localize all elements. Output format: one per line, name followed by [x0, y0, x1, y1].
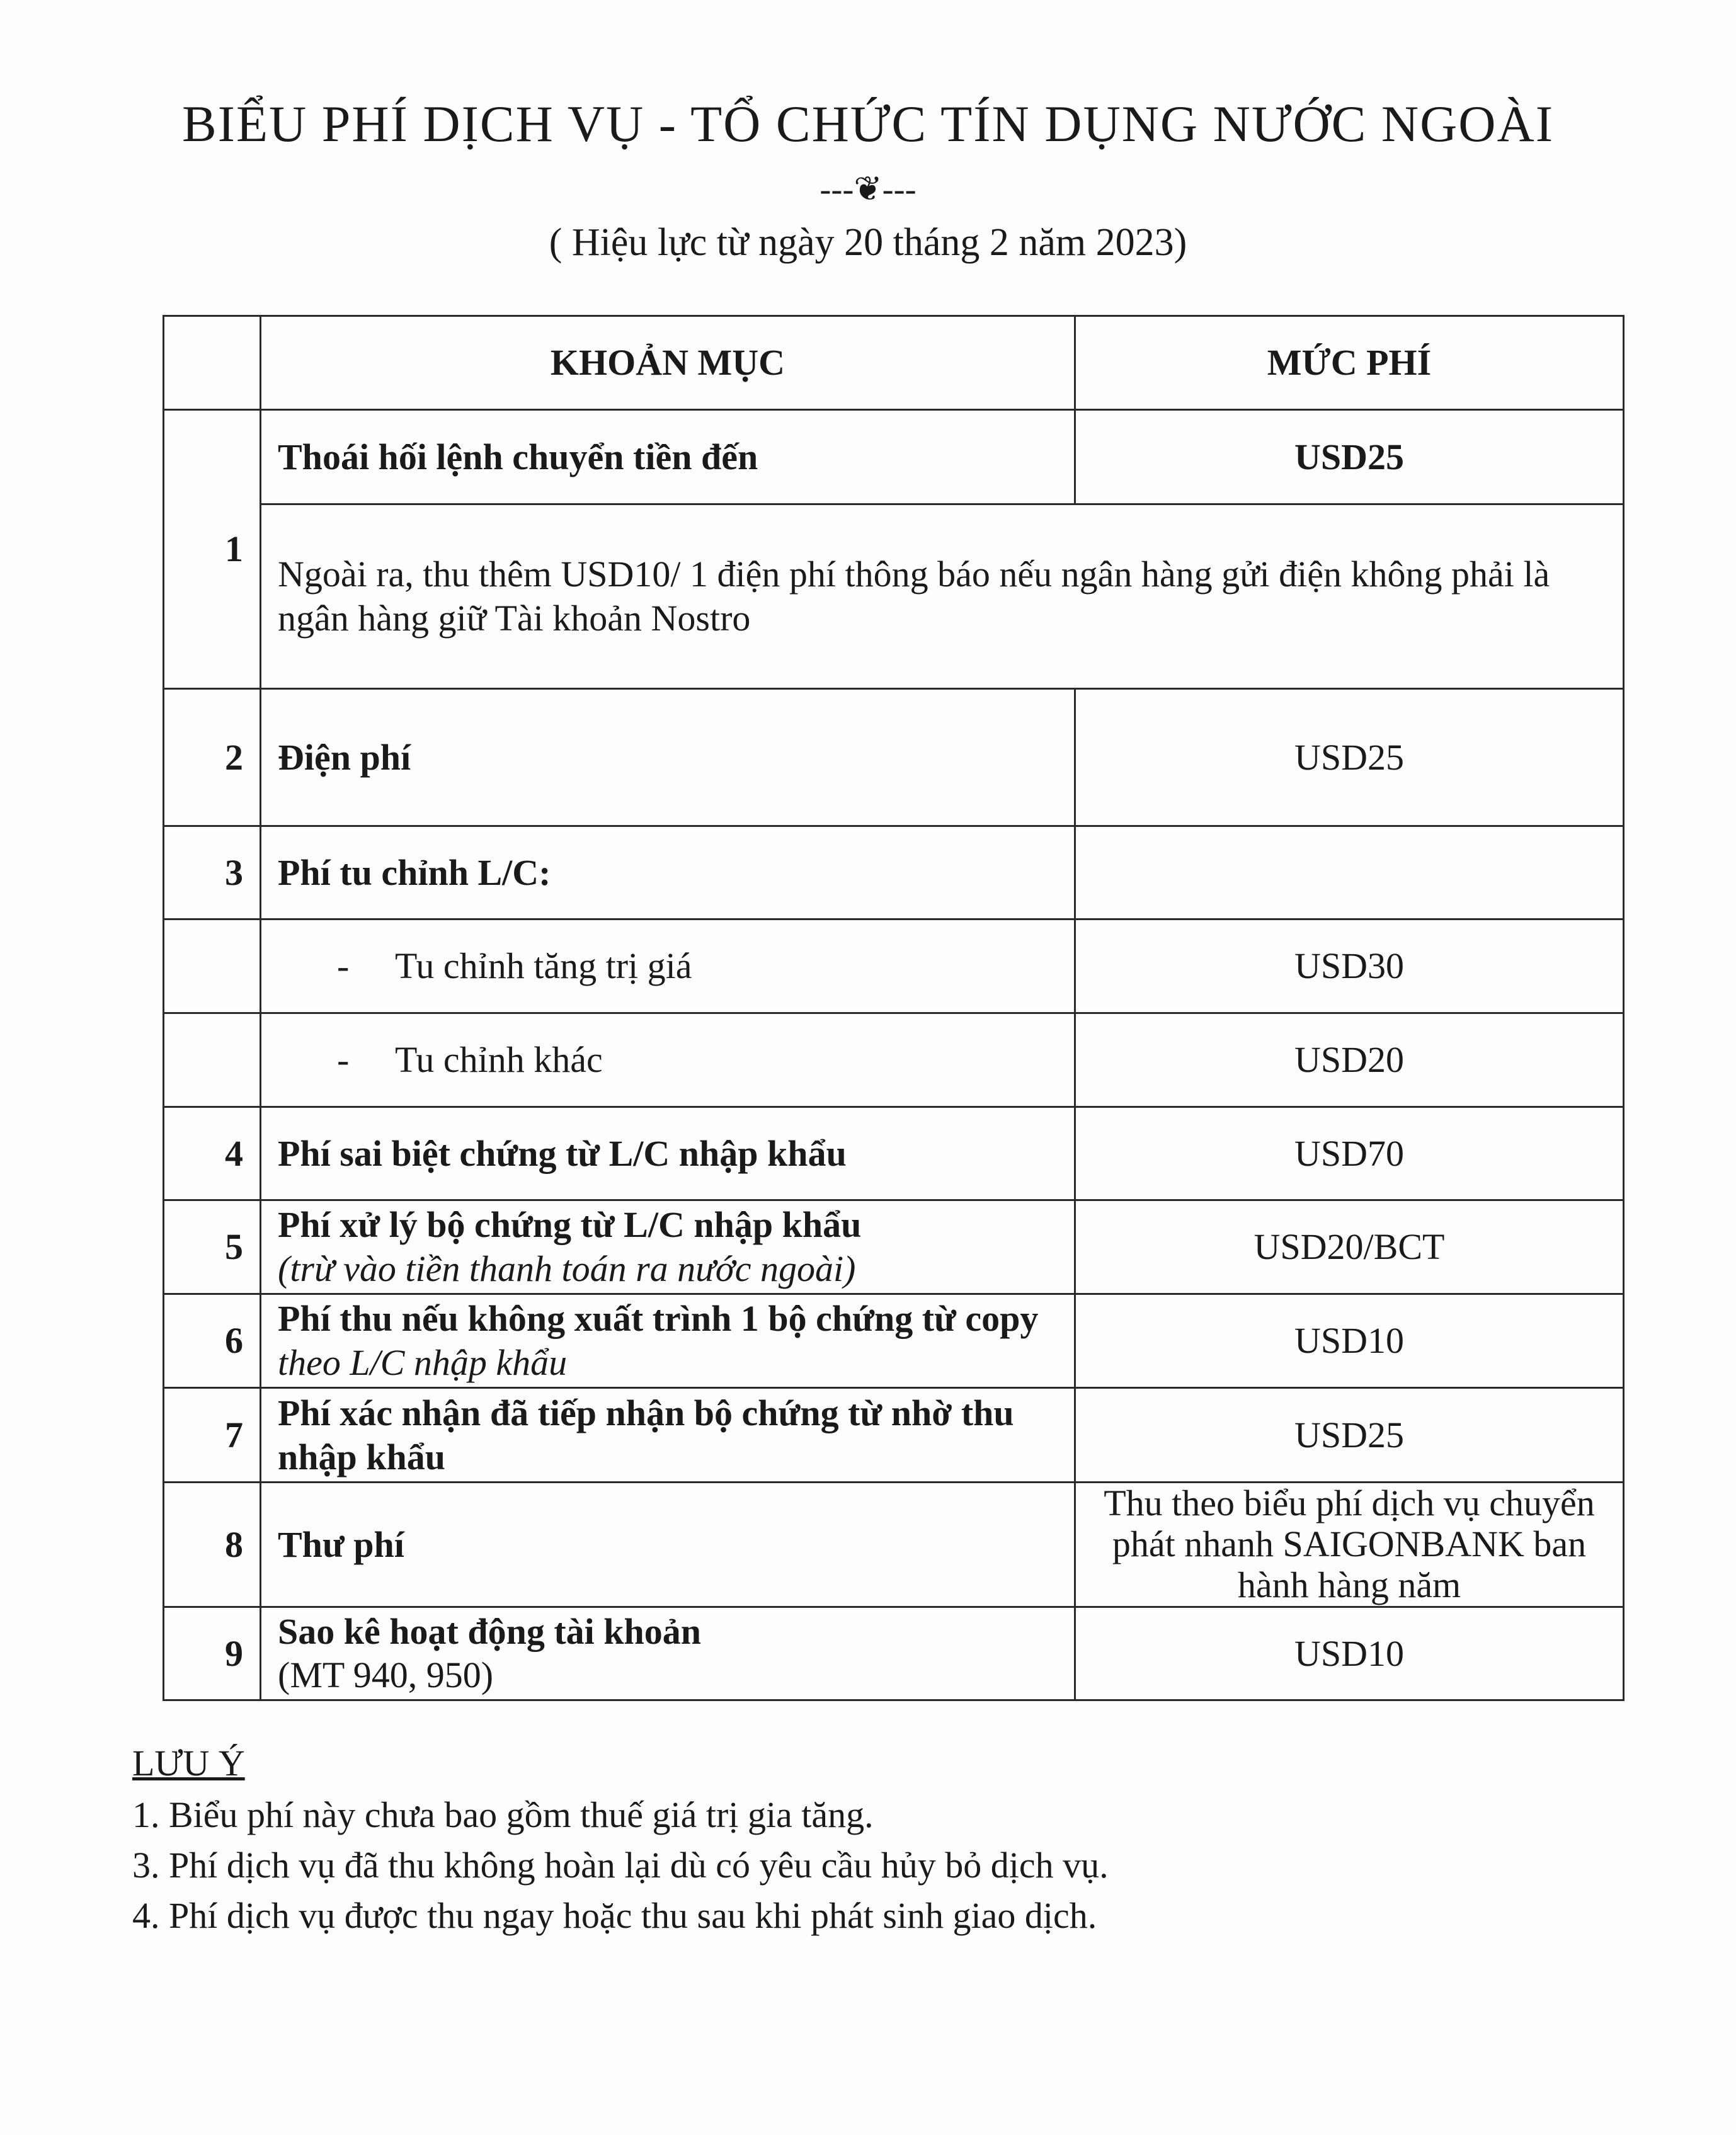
row-item: Phí tu chỉnh L/C:	[261, 826, 1075, 919]
row-number: 3	[164, 826, 261, 919]
row-item	[261, 1294, 1075, 1388]
row-item-text: Phí xử lý bộ chứng từ L/C nhập khẩu	[278, 1204, 862, 1246]
row-item-text: Phí thu nếu không xuất trình 1 bộ chứng từ copy	[278, 1298, 1039, 1340]
note-item: 3. Phí dịch vụ đã thu không hoàn lại dù có yêu cầu hủy bỏ dịch vụ.	[132, 1845, 1109, 1886]
row-number: 2	[164, 689, 261, 826]
fee-table	[163, 315, 1625, 1701]
effective-date: ( Hiệu lực từ ngày 20 tháng 2 năm 2023)	[549, 221, 1187, 264]
row-number: 1	[164, 410, 261, 689]
row-item	[261, 1200, 1075, 1294]
row-fee: USD30	[1075, 919, 1624, 1013]
row-fee	[1075, 826, 1624, 919]
table-row	[164, 826, 1624, 919]
table-row	[164, 410, 1624, 504]
header-fee: MỨC PHÍ	[1075, 316, 1624, 410]
row-number: 9	[164, 1607, 261, 1700]
row-item: Phí sai biệt chứng từ L/C nhập khẩu	[261, 1107, 1075, 1200]
row-fee: USD20	[1075, 1013, 1624, 1107]
table-row	[164, 1107, 1624, 1200]
row-item	[261, 1013, 1075, 1107]
row-item: Điện phí	[261, 689, 1075, 826]
row-fee: USD70	[1075, 1107, 1624, 1200]
row-item-note: theo L/C nhập khẩu	[278, 1342, 568, 1383]
dash-bullet: -	[337, 1039, 350, 1081]
row-item: Phí xác nhận đã tiếp nhận bộ chứng từ nhờ thu nhập khẩu	[261, 1388, 1075, 1483]
table-header-row	[164, 316, 1624, 410]
row-number: 7	[164, 1388, 261, 1483]
row-fee: USD25	[1075, 689, 1624, 826]
header-number	[164, 316, 261, 410]
row-item: Thư phí	[261, 1483, 1075, 1607]
row-number: 4	[164, 1107, 261, 1200]
dash-bullet: -	[337, 945, 350, 987]
notes-title: LƯU Ý	[132, 1743, 245, 1784]
row-fee: Thu theo biểu phí dịch vụ chuyển phát nhanh SAIGONBANK ban hành hàng năm	[1075, 1483, 1624, 1607]
row-number: 5	[164, 1200, 261, 1294]
page-title: BIỂU PHÍ DỊCH VỤ - TỔ CHỨC TÍN DỤNG NƯỚC NGOÀI	[181, 95, 1555, 152]
table-row	[164, 1200, 1624, 1294]
table-row	[164, 919, 1624, 1013]
row-fee: USD10	[1075, 1294, 1624, 1388]
row-fee: USD25	[1075, 410, 1624, 504]
row-item-note: (trừ vào tiền thanh toán ra nước ngoài)	[278, 1248, 856, 1289]
row-item: Thoái hối lệnh chuyển tiền đến	[261, 410, 1075, 504]
ornament-divider: ---❦---	[819, 170, 917, 208]
row-note: Ngoài ra, thu thêm USD10/ 1 điện phí thông báo nếu ngân hàng gửi điện không phải là ngân hàng giữ Tài khoản Nostro	[261, 504, 1624, 689]
row-item	[261, 1607, 1075, 1700]
note-item: 4. Phí dịch vụ được thu ngay hoặc thu sau khi phát sinh giao dịch.	[132, 1895, 1097, 1936]
row-item-text: Tu chỉnh tăng trị giá	[395, 945, 692, 987]
row-item-text: Tu chỉnh khác	[395, 1039, 603, 1081]
header-item: KHOẢN MỤC	[261, 316, 1075, 410]
row-item	[261, 919, 1075, 1013]
row-number: 6	[164, 1294, 261, 1388]
table-row	[164, 689, 1624, 826]
note-item: 1. Biểu phí này chưa bao gồm thuế giá trị gia tăng.	[132, 1794, 874, 1835]
table-row	[164, 1294, 1624, 1388]
row-fee: USD20/BCT	[1075, 1200, 1624, 1294]
notes-section	[132, 1738, 1581, 1941]
row-item-note: (MT 940, 950)	[278, 1654, 494, 1696]
row-item-text: Sao kê hoạt động tài khoản	[278, 1610, 702, 1652]
row-number: 8	[164, 1483, 261, 1607]
table-row	[164, 504, 1624, 689]
table-row	[164, 1607, 1624, 1700]
table-row	[164, 1013, 1624, 1107]
row-number	[164, 1013, 261, 1107]
table-row	[164, 1388, 1624, 1483]
table-row	[164, 1483, 1624, 1607]
row-fee: USD25	[1075, 1388, 1624, 1483]
row-fee: USD10	[1075, 1607, 1624, 1700]
row-number	[164, 919, 261, 1013]
